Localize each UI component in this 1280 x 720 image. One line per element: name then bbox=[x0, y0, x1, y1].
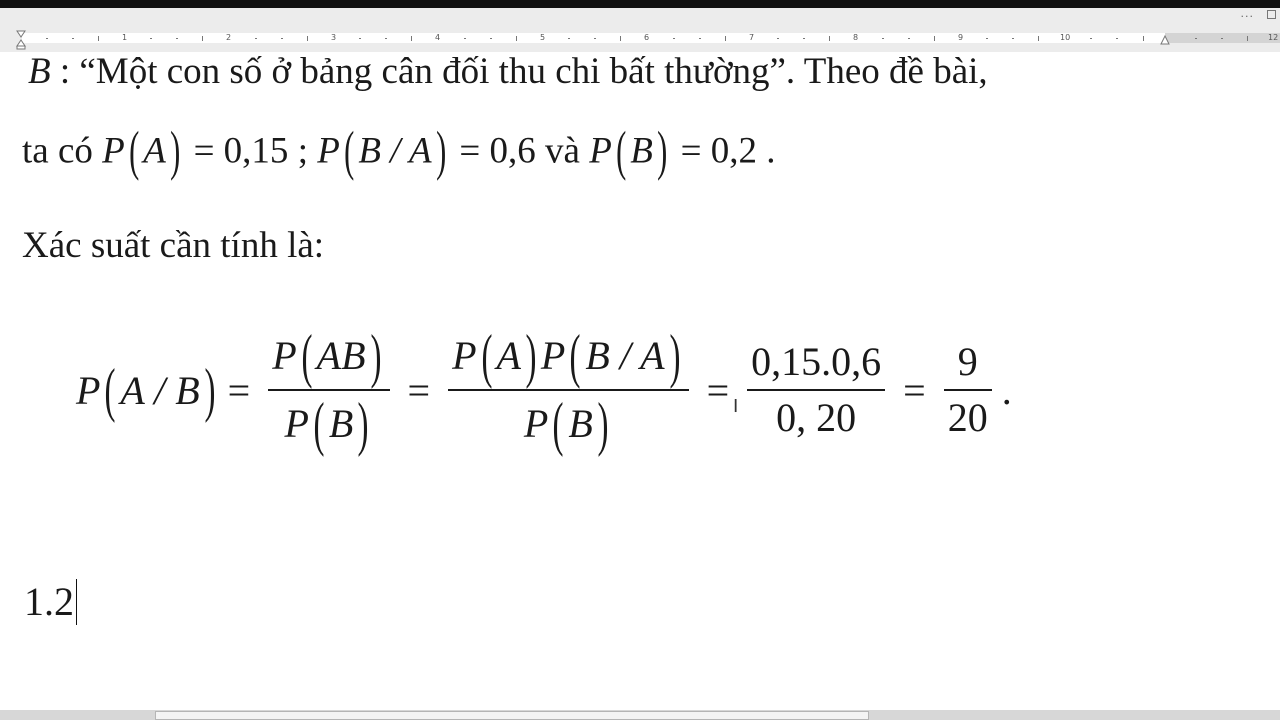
ruler-tick-label: 5 bbox=[540, 33, 546, 42]
ruler-tick bbox=[359, 38, 361, 39]
left-paren: ( bbox=[569, 323, 581, 389]
math-label: P bbox=[76, 367, 101, 413]
right-paren: ) bbox=[525, 323, 537, 389]
left-paren: ( bbox=[552, 391, 564, 457]
ruler-tick bbox=[1195, 38, 1197, 39]
left-paren: ( bbox=[615, 121, 627, 182]
math-argument: AB bbox=[316, 332, 366, 378]
math-value: = 0,15 bbox=[184, 130, 289, 172]
equals-sign: = bbox=[706, 367, 730, 413]
math-value: = 0,6 bbox=[450, 130, 536, 172]
math-argument: B / A bbox=[358, 130, 432, 172]
section-number: 1.2 bbox=[24, 579, 74, 624]
left-paren: ( bbox=[128, 121, 140, 182]
fraction-2 bbox=[448, 323, 689, 457]
right-paren: ) bbox=[435, 121, 446, 182]
ruler-tick bbox=[986, 38, 988, 39]
ruler-tick bbox=[908, 38, 910, 39]
text-run: và bbox=[535, 130, 590, 172]
right-paren: ) bbox=[669, 323, 681, 389]
ruler-tick bbox=[490, 38, 492, 39]
ruler-tick bbox=[98, 36, 99, 41]
math-argument: B / A bbox=[585, 332, 665, 378]
math-argument: B bbox=[630, 130, 653, 172]
math-variable: B bbox=[28, 51, 51, 92]
document-line-section-number[interactable] bbox=[24, 578, 77, 625]
ruler-tick bbox=[72, 38, 74, 39]
ruler-tick-label: 9 bbox=[958, 33, 964, 42]
math-argument: A / B bbox=[120, 367, 200, 413]
ruler-tick bbox=[620, 36, 621, 41]
numerator bbox=[448, 323, 689, 389]
math-value: = 0,2 . bbox=[671, 130, 776, 172]
equals-sign: = bbox=[407, 367, 431, 413]
ruler-tick bbox=[307, 36, 308, 41]
ruler-tick bbox=[882, 38, 884, 39]
right-indent-marker-icon[interactable] bbox=[1160, 34, 1170, 46]
ruler-tick bbox=[202, 36, 203, 41]
fraction-bar bbox=[448, 389, 689, 391]
ruler-area bbox=[0, 8, 1280, 52]
text-caret bbox=[76, 579, 77, 625]
left-indent-marker-icon[interactable] bbox=[16, 30, 26, 50]
restore-icon[interactable] bbox=[1267, 10, 1276, 19]
left-paren: ( bbox=[343, 121, 355, 182]
right-paren: ) bbox=[597, 391, 609, 457]
ruler-tick bbox=[411, 36, 412, 41]
ruler-tick-label: 12 bbox=[1268, 33, 1279, 42]
equation-bayes[interactable] bbox=[76, 310, 1012, 470]
ruler-tick bbox=[46, 38, 48, 39]
numerator bbox=[268, 323, 389, 389]
fraction-4 bbox=[944, 338, 992, 442]
fraction-bar bbox=[944, 389, 992, 391]
math-argument: A bbox=[496, 332, 521, 378]
fraction-bar bbox=[268, 389, 389, 391]
ruler-tick bbox=[803, 38, 805, 39]
denominator: 20 bbox=[947, 395, 988, 440]
ruler-tick bbox=[516, 36, 517, 41]
math-argument: B bbox=[328, 400, 354, 446]
ruler-tick bbox=[934, 36, 935, 41]
text-run: : “Một con số ở bảng cân đối thu chi bất thường”. Theo đề bài, bbox=[50, 51, 988, 92]
ruler-tick bbox=[1247, 36, 1248, 41]
text-run: ta có bbox=[22, 130, 103, 172]
numerator: 9 bbox=[957, 339, 978, 384]
ruler-tick bbox=[1012, 38, 1014, 39]
equals-sign: = bbox=[903, 367, 926, 413]
math-argument: A bbox=[143, 130, 166, 172]
math-label: P bbox=[317, 130, 340, 172]
ruler-tick bbox=[594, 38, 596, 39]
ruler-tick-label: 2 bbox=[226, 33, 232, 42]
math-label: P bbox=[540, 332, 566, 378]
document-line-given-probabilities[interactable] bbox=[22, 121, 776, 182]
left-paren: ( bbox=[104, 357, 116, 423]
ruler-tick bbox=[255, 38, 257, 39]
math-label: P bbox=[272, 332, 297, 378]
ruler-tick bbox=[1221, 38, 1223, 39]
text-run: ; bbox=[288, 130, 318, 172]
right-paren: ) bbox=[204, 357, 216, 423]
math-label: P bbox=[523, 400, 549, 446]
left-paren: ( bbox=[481, 323, 493, 389]
ruler-tick bbox=[464, 38, 466, 39]
denominator: 0, 20 bbox=[776, 395, 857, 440]
period: . bbox=[1001, 367, 1012, 413]
ruler-tick bbox=[673, 38, 675, 39]
left-paren: ( bbox=[301, 323, 313, 389]
ruler-tick bbox=[1090, 38, 1092, 39]
ruler-tick bbox=[1143, 36, 1144, 41]
document-line-heading[interactable]: Xác suất cần tính là: bbox=[22, 225, 325, 266]
right-paren: ) bbox=[357, 391, 369, 457]
math-label: P bbox=[589, 130, 612, 172]
numerator: 0,15.0,6 bbox=[751, 339, 882, 384]
denominator bbox=[280, 391, 377, 457]
ruler-tick-label: 10 bbox=[1060, 33, 1071, 42]
ruler-tick bbox=[281, 38, 283, 39]
horizontal-scroll-thumb[interactable] bbox=[155, 711, 869, 720]
right-paren: ) bbox=[370, 323, 382, 389]
window-top-edge bbox=[0, 0, 1280, 8]
ruler-tick bbox=[568, 38, 570, 39]
fraction-3 bbox=[747, 338, 885, 442]
math-label: P bbox=[284, 400, 309, 446]
ruler-tick-label: 3 bbox=[331, 33, 337, 42]
fraction-1 bbox=[268, 323, 389, 457]
denominator bbox=[520, 391, 617, 457]
right-paren: ) bbox=[169, 121, 181, 182]
text-cursor-icon: Ι bbox=[733, 396, 739, 417]
ruler-tick bbox=[176, 38, 178, 39]
math-label: P bbox=[102, 130, 125, 172]
left-paren: ( bbox=[313, 391, 325, 457]
ruler-tick bbox=[1116, 38, 1118, 39]
more-icon[interactable]: ··· bbox=[1240, 10, 1254, 23]
ruler-tick-label: 7 bbox=[749, 33, 755, 42]
ruler-tick bbox=[385, 38, 387, 39]
ruler-tick-label: 6 bbox=[644, 33, 650, 42]
equals-sign: = bbox=[227, 367, 251, 413]
fraction-bar bbox=[747, 389, 885, 391]
ruler-tick-label: 8 bbox=[853, 33, 859, 42]
ruler-tick bbox=[777, 38, 779, 39]
ruler-tick-label: 4 bbox=[435, 33, 441, 42]
right-paren: ) bbox=[657, 121, 668, 182]
math-label: P bbox=[452, 332, 477, 378]
ruler-tick bbox=[150, 38, 152, 39]
ruler-tick bbox=[725, 36, 726, 41]
ruler-tick bbox=[699, 38, 701, 39]
math-argument: B bbox=[568, 400, 593, 446]
document-line-event-b[interactable] bbox=[28, 50, 988, 93]
ruler-tick-label: 1 bbox=[122, 33, 128, 42]
ruler-tick bbox=[829, 36, 830, 41]
ruler-tick bbox=[1038, 36, 1039, 41]
